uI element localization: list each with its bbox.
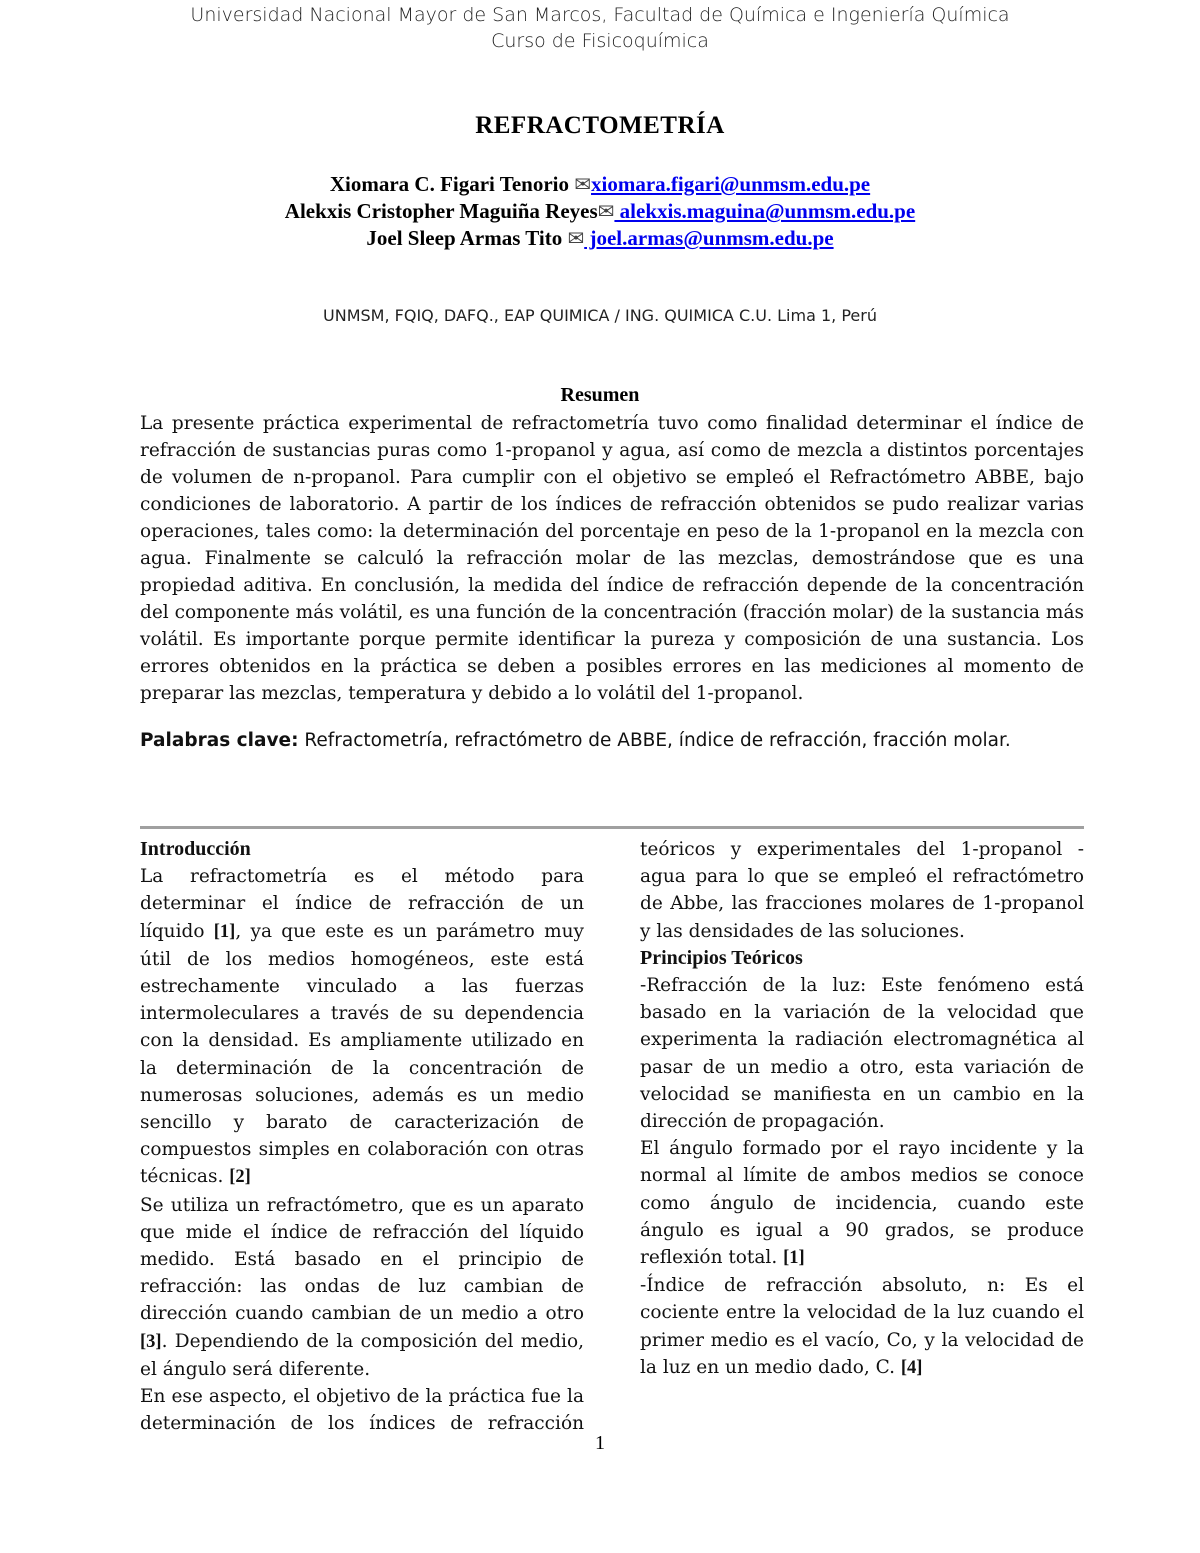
right-column [640, 836, 1084, 1382]
principios-text: El ángulo formado por el rayo incidente y la normal al límite de ambos medios se conoce como ángulo de incidencia, cuando este ángulo es igual a 90 grados, se produce reflexión total. [640, 1138, 1084, 1269]
paper-title: REFRACTOMETRÍA [475, 112, 725, 139]
mail-icon: ✉ [567, 226, 585, 250]
intro-paragraph: En ese aspecto, el objetivo de la práctica fue la determinación de los índices de refracción [140, 1386, 584, 1435]
principios-heading: Principios Teóricos [640, 946, 803, 969]
citation: [3] [140, 1331, 162, 1352]
citation: [4] [900, 1357, 923, 1378]
author-line [0, 226, 1200, 251]
author-line [0, 199, 1200, 224]
page-number: 1 [595, 1432, 605, 1454]
author-name: Joel Sleep Armas Tito [366, 226, 568, 250]
author-name: Alekxis Cristopher Maguiña Reyes [284, 199, 598, 223]
principios-paragraph: -Refracción de la luz: Este fenómeno está basado en la variación de la velocidad que experimenta la radiación electromagnética al pasar de un medio a otro, esta variación de velocidad se manifiesta en un cambio en la dirección de propagación. [640, 975, 1084, 1133]
intro-text: , ya que este es un parámetro muy útil de los medios homogéneos, este está estrechamente vinculado a las fuerzas intermoleculares a través de su dependencia con la densidad. Es ampliamente utilizado en la determinación de la concentración de numerosas soluciones, además es un medio sencillo y barato de caracterización de compuestos simples en colaboración con otras técnicas. [140, 920, 584, 1188]
running-header-institution: Universidad Nacional Mayor de San Marcos, Facultad de Química e Ingeniería Química [190, 4, 1010, 26]
abstract-text: La presente práctica experimental de refractometría tuvo como finalidad determinar el índice de refracción de sustancias puras como 1-propanol y agua, así como de mezcla a distintos porcentajes de volumen de n-propanol. Para cumplir con el objetivo se empleó el Refractómetro ABBE, bajo condiciones de laboratorio. A partir de los índices de refracción obtenidos se pudo realizar varias operaciones, tales como: la determinación del porcentaje en peso de la 1-propanol en la mezcla con agua. Finalmente se calculó la refracción molar de las mezclas, demostrándose que es una propiedad aditiva. En conclusión, la medida del índice de refracción depende de la concentración del componente más volátil, es una función de la concentración (fracción molar) de la sustancia más volátil. Es importante porque permite identificar la pureza y composición de una sustancia. Los errores obtenidos en la práctica se deben a posibles errores en las mediciones al momento de preparar las mezclas, temperatura y debido a lo volátil del 1-propanol. [140, 413, 1084, 704]
keywords-label: Palabras clave: [140, 730, 299, 751]
intro-text: La refractometría es el método para determinar el índice de refracción de un líquido [140, 866, 584, 942]
intro-paragraph [140, 863, 584, 1191]
intro-text: Se utiliza un refractómetro, que es un aparato que mide el índice de refracción del líquido medido. Está basado en el principio de refracción: las ondas de luz cambian de dirección cuando cambian de un medio a otro [140, 1194, 584, 1325]
citation: [1] [783, 1248, 805, 1269]
intro-text: . Dependiendo de la composición del medio, el ángulo será diferente. [140, 1330, 584, 1380]
abstract-heading: Resumen [560, 384, 640, 406]
citation: [2] [229, 1167, 251, 1188]
intro-paragraph-continued: teóricos y experimentales del 1-propanol - agua para lo que se empleó el refractómetro de Abbe, las fracciones molares de 1-propanol y las densidades de las soluciones. [640, 839, 1084, 942]
author-email-link[interactable]: joel.armas@unmsm.edu.pe [584, 226, 834, 250]
author-line [0, 172, 1200, 197]
affiliation: UNMSM, FQIQ, DAFQ., EAP QUIMICA / ING. QUIMICA C.U. Lima 1, Perú [323, 306, 877, 325]
principios-paragraph [640, 1135, 1084, 1272]
intro-paragraph [140, 1192, 584, 1383]
section-divider [140, 826, 1084, 829]
intro-heading: Introducción [140, 838, 251, 860]
keywords-text: Refractometría, refractómetro de ABBE, índice de refracción, fracción molar. [298, 730, 1011, 751]
running-header-course: Curso de Fisicoquímica [491, 30, 709, 52]
left-column [140, 836, 584, 1437]
author-email-link[interactable]: xiomara.figari@unmsm.edu.pe [591, 172, 871, 196]
author-email-link[interactable]: alekxis.maguina@unmsm.edu.pe [614, 199, 916, 223]
mail-icon: ✉ [574, 172, 592, 196]
keywords [140, 730, 1084, 751]
author-name: Xiomara C. Figari Tenorio [329, 172, 575, 196]
citation: [1] [213, 921, 236, 942]
principios-paragraph [640, 1272, 1084, 1382]
principios-text: -Índice de refracción absoluto, n: Es el cociente entre la velocidad de la luz cuando el primer medio es el vacío, Co, y la velocidad de la luz en un medio dado, C. [640, 1275, 1084, 1378]
mail-icon: ✉ [597, 199, 615, 223]
